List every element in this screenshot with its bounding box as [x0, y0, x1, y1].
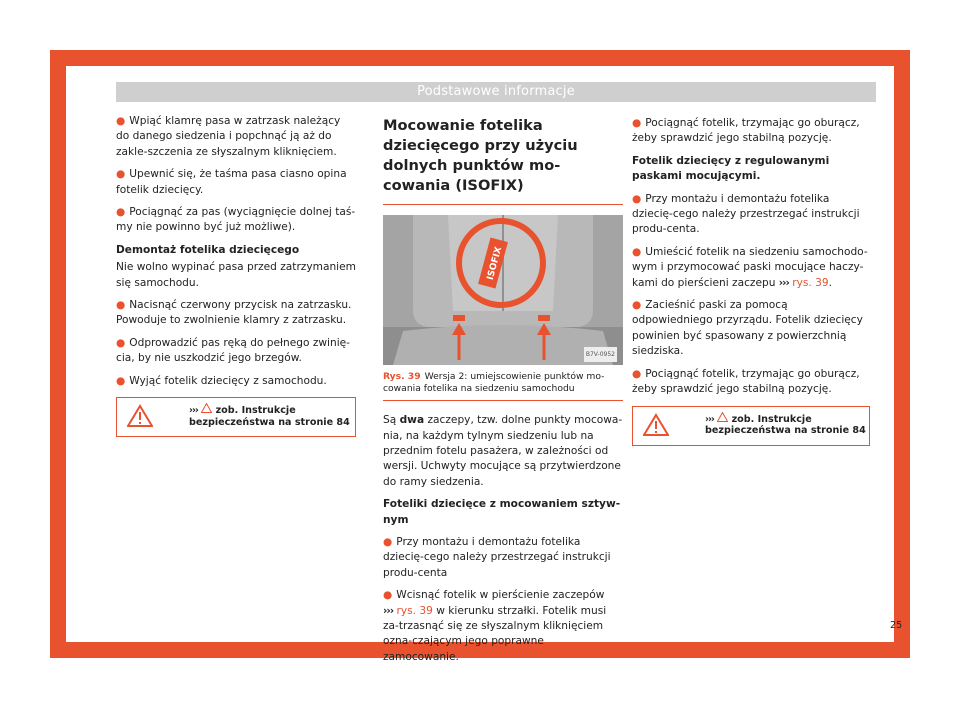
warning-reference[interactable]: ››› zob. Instrukcje bezpieczeństwa na stronie 84	[705, 413, 866, 437]
bullet-icon: ●	[116, 115, 126, 127]
bullet-icon: ●	[632, 367, 642, 380]
list-item: ● Pociągnąć fotelik, trzymając go oburącz, żeby sprawdzić jego stabilną pozycję.	[632, 117, 860, 145]
page-number: 25	[890, 620, 903, 631]
figure-number: Rys. 39	[383, 371, 421, 382]
warning-triangle-icon	[643, 413, 669, 437]
list-item: ● Nacisnąć czerwony przycisk na zatrzasku. Powoduje to zwolnienie klamry z zatrzasku.	[116, 299, 352, 327]
list-item: ● Upewnić się, że taśma pasa ciasno opina fotelik dziecięcy.	[116, 168, 347, 196]
list-item: ● Zacieśnić paski za pomocą odpowiedniego przyrządu. Fotelik dziecięcy powinien być spasowany z powierzchnią siedziska.	[632, 299, 863, 358]
figure-caption: Rys. 39 Wersja 2: umiejscowienie punktów mo-cowania fotelika na siedzeniu samochodu	[383, 371, 623, 401]
bullet-icon: ●	[116, 374, 126, 387]
column-left	[116, 114, 356, 437]
header-title: Podstawowe informacje	[417, 84, 575, 99]
list-item: ● Pociągnąć fotelik, trzymając go oburącz, żeby sprawdzić jego stabilną pozycję.	[632, 367, 860, 396]
warning-box	[632, 406, 870, 446]
column-middle	[383, 116, 623, 672]
page-header	[116, 82, 876, 102]
list-item: ● Wcisnąć fotelik w pierścienie zaczepów ››› rys. 39 w kierunku strzałki. Fotelik musi za-trzasnąć się ze słyszalnym kliknięciem ozna-czającym jego poprawne zamocowanie.	[383, 589, 607, 663]
page-frame	[50, 50, 910, 663]
subheading: Fotelik dziecięcy z regulowanymi paskami mocującymi.	[632, 154, 830, 183]
isofix-label: ISOFIX	[485, 245, 505, 282]
page	[66, 66, 894, 663]
bullet-icon: ●	[632, 245, 642, 258]
seat-illustration	[383, 215, 623, 365]
list-item: ● Przy montażu i demontażu fotelika dziecię-cego należy przestrzegać instrukcji produ-centa.	[632, 192, 860, 236]
list-item: ● Odprowadzić pas ręką do pełnego zwinię-cia, by nie uszkodzić jego brzegów.	[116, 336, 350, 365]
bullet-icon: ●	[116, 206, 126, 219]
warning-reference[interactable]: ››› zob. Instrukcje bezpieczeństwa na stronie 84	[189, 405, 350, 428]
isofix-figure	[383, 215, 623, 365]
section-title: Mocowanie fotelika dziecięcego przy użyciu dolnych punktów mo-cowania (ISOFIX)	[383, 116, 623, 205]
figure-link[interactable]: rys. 39	[396, 604, 433, 617]
bullet-icon: ●	[116, 299, 126, 312]
bullet-icon: ●	[383, 536, 393, 549]
list-item: ● Wyjąć fotelik dziecięcy z samochodu.	[116, 374, 327, 387]
figure-link[interactable]: rys. 39	[792, 276, 829, 289]
warning-small-icon	[717, 412, 728, 422]
bullet-icon: ●	[116, 336, 126, 349]
subheading: Demontaż fotelika dziecięcego	[116, 243, 300, 256]
list-item: ● Umieścić fotelik na siedzeniu samochodo-wym i przymocować paski mocujące haczy-kami do pierścieni zaczepu ››› rys. 39.	[632, 245, 868, 289]
warning-triangle-icon	[127, 404, 153, 428]
figure-code: B7V-0952	[584, 347, 617, 362]
paragraph: Nie wolno wypinać pasa przed zatrzymaniem się samochodu.	[116, 261, 356, 289]
bullet-icon: ●	[383, 589, 393, 602]
bullet-icon: ●	[632, 299, 642, 312]
list-item: ● Przy montażu i demontażu fotelika dziecię-cego należy przestrzegać instrukcji produ-centa	[383, 536, 611, 579]
paragraph: Są dwa zaczepy, tzw. dolne punkty mocowa-nia, na każdym tylnym siedzeniu lub na przednim fotelu pasażera, w zależności od wersji. Uchwyty mocujące są przytwierdzone do ramy siedzenia.	[383, 414, 623, 488]
bullet-icon: ●	[632, 117, 642, 129]
warning-box	[116, 397, 356, 437]
warning-small-icon	[201, 403, 212, 413]
bullet-icon: ●	[116, 168, 126, 181]
list-item: ● Pociągnąć za pas (wyciągnięcie dolnej taś-my nie powinno być już możliwe).	[116, 206, 356, 234]
list-item: ● Wpiąć klamrę pasa w zatrzask należący do danego siedzenia i popchnąć ją aż do zakle-szczenia ze słyszalnym kliknięciem.	[116, 115, 341, 158]
column-right	[632, 116, 870, 446]
bullet-icon: ●	[632, 192, 642, 205]
subheading: Foteliki dziecięce z mocowaniem sztyw-nym	[383, 498, 621, 526]
